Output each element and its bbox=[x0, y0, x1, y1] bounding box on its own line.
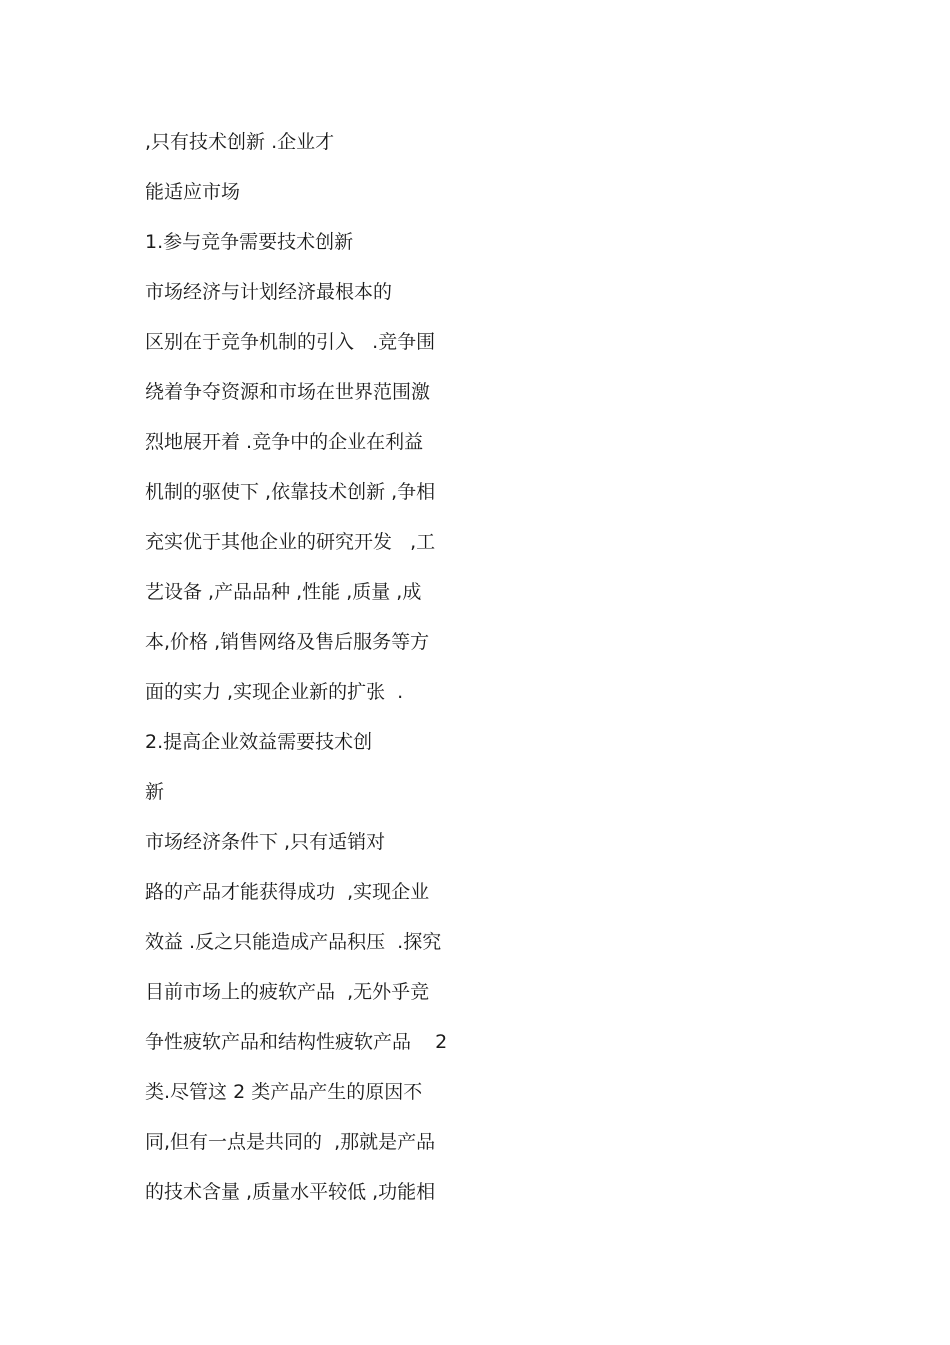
text-line: 面的实力 ,实现企业新的扩张 . bbox=[145, 681, 404, 703]
text-line: 目前市场上的疲软产品 ,无外乎竞 bbox=[145, 981, 430, 1003]
text-line: 本,价格 ,销售网络及售后服务等方 bbox=[145, 631, 430, 653]
text-line: 艺设备 ,产品品种 ,性能 ,质量 ,成 bbox=[145, 581, 422, 603]
text-line: 区别在于竞争机制的引入 .竞争围 bbox=[145, 331, 436, 353]
text-line: 同,但有一点是共同的 ,那就是产品 bbox=[145, 1131, 436, 1153]
text-line: 类.尽管这 2 类产品产生的原因不 bbox=[145, 1081, 423, 1103]
text-line: 能适应市场 bbox=[145, 181, 241, 203]
text-line: 充实优于其他企业的研究开发 ,工 bbox=[145, 531, 436, 553]
text-line: 争性疲软产品和结构性疲软产品 2 bbox=[145, 1031, 448, 1053]
section-heading: 2.提高企业效益需要技术创 bbox=[145, 731, 373, 753]
text-line: 市场经济条件下 ,只有适销对 bbox=[145, 831, 386, 853]
text-line: 效益 .反之只能造成产品积压 .探究 bbox=[145, 931, 442, 953]
section-heading: 新 bbox=[145, 781, 165, 803]
text-line: 机制的驱使下 ,依靠技术创新 ,争相 bbox=[145, 481, 436, 503]
text-line: 绕着争夺资源和市场在世界范围激 bbox=[145, 381, 431, 403]
body-text bbox=[145, 127, 845, 1227]
text-line: ,只有技术创新 .企业才 bbox=[145, 131, 335, 153]
section-heading: 1.参与竞争需要技术创新 bbox=[145, 231, 354, 253]
text-line: 的技术含量 ,质量水平较低 ,功能相 bbox=[145, 1181, 436, 1203]
text-line: 路的产品才能获得成功 ,实现企业 bbox=[145, 881, 430, 903]
text-line: 市场经济与计划经济最根本的 bbox=[145, 281, 393, 303]
text-line: 烈地展开着 .竞争中的企业在利益 bbox=[145, 431, 424, 453]
